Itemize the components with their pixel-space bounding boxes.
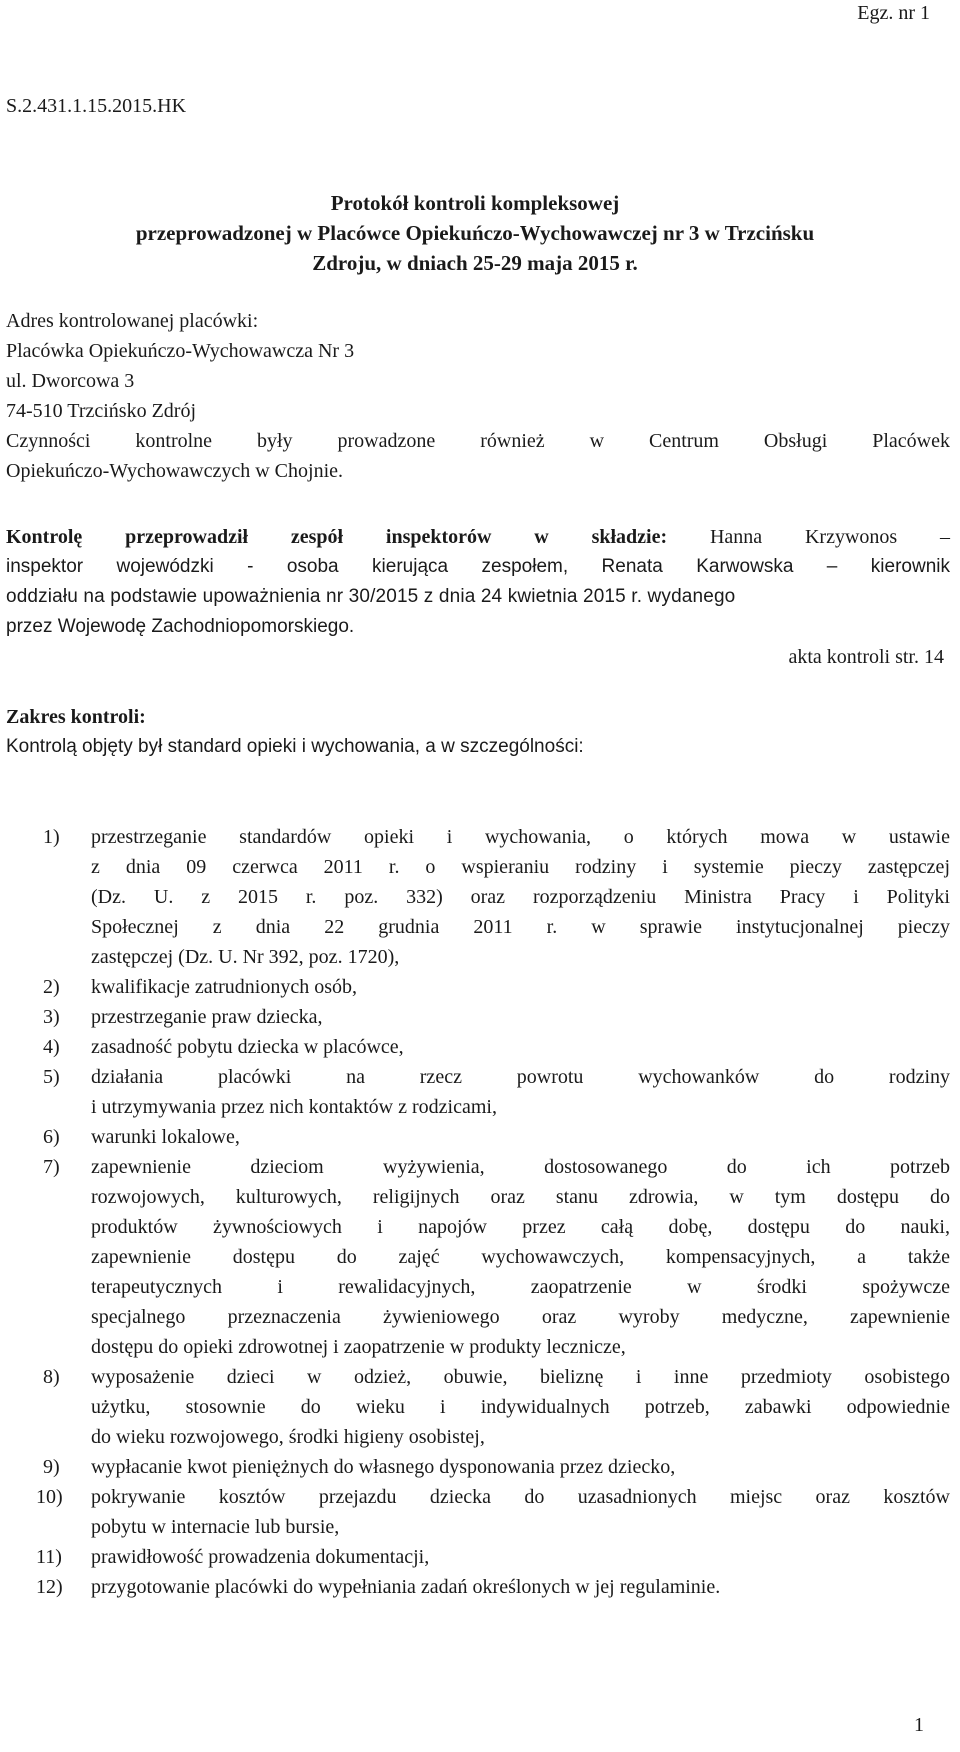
list-item-text (91, 1062, 950, 1122)
title-line: Protokół kontroli kompleksowej (330, 191, 620, 215)
list-item-line: działania placówki na rzecz powrotu wychowanków do rodziny (91, 1066, 950, 1088)
list-item-number: 9) (43, 1456, 60, 1478)
control-location-note: Opiekuńczo-Wychowawczych w Chojnie. (6, 460, 344, 482)
list-item-line: wypłacanie kwot pieniężnych do własnego dysponowania przez dziecko, (91, 1456, 676, 1478)
list-item-line: kwalifikacje zatrudnionych osób, (91, 976, 358, 998)
facility-name: Placówka Opiekuńczo-Wychowawcza Nr 3 (6, 340, 355, 362)
list-item-line: zapewnienie dostępu do zajęć wychowawczych, kompensacyjnych, a także (91, 1246, 950, 1268)
list-item-number: 7) (43, 1156, 60, 1178)
list-item (6, 1452, 950, 1482)
list-item-line: zasadność pobytu dziecka w placówce, (91, 1036, 404, 1058)
list-item (6, 822, 950, 972)
page-number: 1 (914, 1714, 924, 1736)
title-line: przeprowadzonej w Placówce Opiekuńczo-Wychowawczej nr 3 w Trzcińsku (135, 221, 815, 245)
list-item-text (91, 1452, 950, 1482)
list-item (6, 1032, 950, 1062)
team-leader: Hanna Krzywonos – (667, 526, 950, 548)
list-item-line: (Dz. U. z 2015 r. poz. 332) oraz rozporządzeniu Ministra Pracy i Polityki (91, 886, 950, 908)
list-item-line: rozwojowych, kulturowych, religijnych oraz stanu zdrowia, w tym dostępu do (91, 1186, 950, 1208)
list-item-line: pobytu w internacie lub bursie, (91, 1516, 340, 1538)
list-item-line: i utrzymywania przez nich kontaktów z rodzicami, (91, 1096, 497, 1118)
list-item-line: produktów żywnościowych i napojów przez całą dobę, dostępu do nauki, (91, 1216, 950, 1238)
list-item (6, 972, 950, 1002)
facility-street: ul. Dworcowa 3 (6, 370, 135, 392)
team-label: Kontrolę przeprowadził zespół inspektorów w składzie: (6, 526, 668, 548)
list-item-number: 10) (36, 1486, 63, 1508)
list-item-number: 2) (43, 976, 60, 998)
list-item-line: użytku, stosownie do wieku i indywidualnych potrzeb, zabawki odpowiednie (91, 1396, 950, 1418)
list-item-line: przygotowanie placówki do wypełniania zadań określonych w jej regulaminie. (91, 1576, 721, 1598)
list-item-text (91, 1122, 950, 1152)
list-item-line: zapewnienie dzieciom wyżywienia, dostosowanego do ich potrzeb (91, 1156, 950, 1178)
list-item-line: specjalnego przeznaczenia żywieniowego oraz wyroby medyczne, zapewnienie (91, 1306, 950, 1328)
list-item-number: 12) (36, 1576, 63, 1598)
list-item (6, 1152, 950, 1362)
address-heading: Adres kontrolowanej placówki: (6, 310, 259, 332)
document-title (0, 188, 950, 278)
list-item-number: 4) (43, 1036, 60, 1058)
list-item-number: 1) (43, 826, 60, 848)
list-item-line: do wieku rozwojowego, środki higieny osobistej, (91, 1426, 485, 1448)
list-item-line: z dnia 09 czerwca 2011 r. o wspieraniu rodziny i systemie pieczy zastępczej (91, 856, 950, 878)
list-item (6, 1362, 950, 1452)
list-item-number: 8) (43, 1366, 60, 1388)
list-item-line: warunki lokalowe, (91, 1126, 240, 1148)
facility-city: 74-510 Trzcińsko Zdrój (6, 400, 196, 422)
list-item (6, 1062, 950, 1122)
list-item (6, 1122, 950, 1152)
list-item-number: 6) (43, 1126, 60, 1148)
title-line: Zdroju, w dniach 25-29 maja 2015 r. (312, 251, 638, 275)
list-item-text (91, 1542, 950, 1572)
list-item (6, 1002, 950, 1032)
address-section (6, 306, 950, 486)
scope-heading: Zakres kontroli: (6, 706, 146, 728)
list-item-line: prawidłowość prowadzenia dokumentacji, (91, 1546, 430, 1568)
list-item-number: 3) (43, 1006, 60, 1028)
list-item-line: zastępczej (Dz. U. Nr 392, poz. 1720), (91, 946, 400, 968)
list-item (6, 1482, 950, 1542)
case-reference-number: S.2.431.1.15.2015.HK (6, 95, 187, 117)
file-reference: akta kontroli str. 14 (788, 646, 944, 668)
list-item-text (91, 1482, 950, 1542)
list-item-text (91, 1362, 950, 1452)
list-item-number: 5) (43, 1066, 60, 1088)
list-item (6, 1542, 950, 1572)
list-item-line: Społecznej z dnia 22 grudnia 2011 r. w sprawie instytucjonalnej pieczy (91, 916, 950, 938)
list-item-line: pokrywanie kosztów przejazdu dziecka do uzasadnionych miejsc oraz kosztów (91, 1486, 950, 1508)
team-line: oddziału na podstawie upoważnienia nr 30/2015 z dnia 24 kwietnia 2015 r. wydanego (6, 586, 736, 607)
team-line: inspektor wojewódzki - osoba kierująca zespołem, Renata Karwowska – kierownik (6, 556, 950, 577)
control-location-note: Czynności kontrolne były prowadzone również w Centrum Obsługi Placówek (6, 430, 950, 452)
list-item-line: terapeutycznych i rewalidacyjnych, zaopatrzenie w środki spożywcze (91, 1276, 950, 1298)
list-item (6, 1572, 950, 1602)
copy-number: Egz. nr 1 (857, 2, 930, 24)
list-item-line: przestrzeganie standardów opieki i wychowania, o których mowa w ustawie (91, 826, 950, 848)
list-item-text (91, 1002, 950, 1032)
list-item-line: dostępu do opieki zdrowotnej i zaopatrzenie w produkty lecznicze, (91, 1336, 626, 1358)
list-item-number: 11) (36, 1546, 62, 1568)
list-item-text (91, 1152, 950, 1362)
scope-intro: Kontrolą objęty był standard opieki i wychowania, a w szczególności: (6, 736, 584, 757)
list-item-text (91, 822, 950, 972)
team-line: przez Wojewodę Zachodniopomorskiego. (6, 616, 355, 637)
scope-section (6, 702, 950, 762)
list-item-line: przestrzeganie praw dziecka, (91, 1006, 323, 1028)
scope-list (6, 822, 950, 1602)
team-line (6, 522, 950, 552)
list-item-text (91, 972, 950, 1002)
inspection-team-section (6, 522, 950, 672)
list-item-line: wyposażenie dzieci w odzież, obuwie, bieliznę i inne przedmioty osobistego (91, 1366, 950, 1388)
list-item-text (91, 1572, 950, 1602)
list-item-text (91, 1032, 950, 1062)
